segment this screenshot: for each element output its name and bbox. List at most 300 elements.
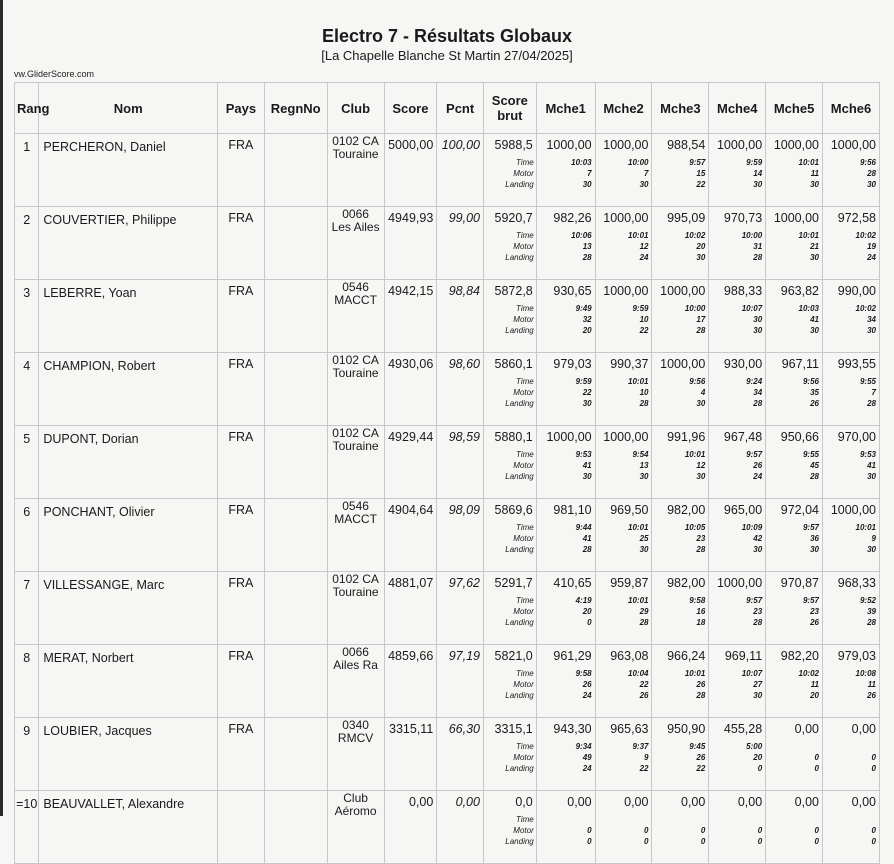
round-cell — [536, 426, 595, 499]
country-cell: FRA — [218, 572, 265, 645]
brut-value: 0,0 — [515, 795, 533, 809]
pilot-name: PERCHERON, Daniel — [39, 134, 218, 207]
club-name: Touraine — [332, 366, 379, 380]
round-time: 10:05 — [684, 523, 706, 532]
round-landing: 30 — [810, 253, 819, 262]
pcnt-cell: 100,00 — [437, 134, 484, 207]
round-cell — [823, 426, 880, 499]
round-cell — [595, 718, 652, 791]
round-score: 982,26 — [553, 211, 592, 225]
round-time: 10:01 — [684, 669, 706, 678]
round-score: 455,28 — [723, 722, 763, 736]
round-time: 9:44 — [575, 523, 592, 532]
regn-cell — [264, 426, 327, 499]
round-cell — [766, 134, 823, 207]
round-cell — [823, 791, 880, 864]
round-time: 9:59 — [575, 377, 592, 386]
brut-value: 5920,7 — [494, 211, 533, 225]
col-score: Score — [384, 83, 437, 134]
round-landing: 28 — [867, 618, 876, 627]
round-score: 1000,00 — [603, 138, 649, 152]
round-time: 10:01 — [628, 523, 649, 532]
round-motor: 0 — [814, 753, 819, 762]
regn-cell — [264, 134, 327, 207]
motor-label: Motor — [513, 534, 534, 543]
pcnt-cell: 98,59 — [437, 426, 484, 499]
brut-value: 5869,6 — [494, 503, 533, 517]
round-landing: 30 — [753, 691, 763, 700]
round-motor: 41 — [582, 534, 592, 543]
round-time: 9:59 — [632, 304, 649, 313]
round-score: 979,03 — [837, 649, 876, 663]
round-time: 10:03 — [798, 304, 819, 313]
brut-value: 5860,1 — [494, 357, 533, 371]
landing-label: Landing — [505, 399, 534, 408]
round-score: 0,00 — [794, 722, 819, 736]
pcnt-cell: 97,19 — [437, 645, 484, 718]
round-cell — [652, 426, 709, 499]
club-code: 0546 — [342, 280, 369, 294]
round-score: 991,96 — [667, 430, 706, 444]
page-title: Electro 7 - Résultats Globaux — [321, 26, 573, 46]
club-code: 0066 — [342, 645, 369, 659]
round-cell — [766, 645, 823, 718]
round-score: 988,33 — [723, 284, 763, 298]
round-landing: 30 — [639, 472, 649, 481]
round-landing: 0 — [871, 837, 876, 846]
round-score: 965,00 — [723, 503, 763, 517]
round-cell — [652, 280, 709, 353]
round-landing: 28 — [753, 399, 763, 408]
round-cell — [709, 572, 766, 645]
brut-cell — [483, 718, 536, 791]
motor-label: Motor — [513, 607, 534, 616]
round-score: 0,00 — [737, 795, 763, 809]
round-motor: 0 — [587, 826, 592, 835]
landing-label: Landing — [505, 253, 534, 262]
round-score: 950,66 — [780, 430, 819, 444]
round-motor: 0 — [814, 826, 819, 835]
round-cell — [823, 718, 880, 791]
round-motor: 19 — [867, 242, 876, 251]
round-landing: 0 — [587, 837, 592, 846]
site-url: vw.GliderScore.com — [14, 69, 95, 79]
round-score: 950,90 — [667, 722, 706, 736]
round-landing: 24 — [582, 691, 592, 700]
round-cell — [652, 134, 709, 207]
time-label: Time — [516, 231, 534, 240]
round-cell — [595, 280, 652, 353]
round-landing: 26 — [867, 691, 876, 700]
score-cell: 0,00 — [384, 791, 437, 864]
round-score: 943,30 — [553, 722, 592, 736]
club-cell — [327, 718, 384, 791]
round-cell — [536, 718, 595, 791]
club-name: MACCT — [334, 512, 377, 526]
round-motor: 30 — [753, 315, 763, 324]
score-cell: 4949,93 — [384, 207, 437, 280]
country-cell: FRA — [218, 426, 265, 499]
round-motor: 41 — [582, 461, 592, 470]
col-brut-line1: Score — [491, 93, 528, 108]
table-row — [15, 791, 880, 864]
round-cell — [823, 645, 880, 718]
round-cell — [709, 645, 766, 718]
round-cell — [709, 207, 766, 280]
pcnt-cell: 98,60 — [437, 353, 484, 426]
round-landing: 28 — [696, 691, 706, 700]
round-score: 988,54 — [667, 138, 706, 152]
round-score: 0,00 — [794, 795, 819, 809]
col-m5: Mche5 — [766, 83, 823, 134]
round-time: 10:02 — [855, 304, 876, 313]
pilot-name: CHAMPION, Robert — [39, 353, 218, 426]
round-score: 979,03 — [553, 357, 592, 371]
round-motor: 10 — [639, 315, 649, 324]
round-time — [823, 741, 879, 752]
club-name: Ailes Ra — [333, 658, 378, 672]
col-m1: Mche1 — [536, 83, 595, 134]
round-score: 1000,00 — [546, 430, 592, 444]
round-time: 9:53 — [575, 450, 592, 459]
pcnt-cell: 97,62 — [437, 572, 484, 645]
round-landing: 30 — [582, 399, 592, 408]
score-cell: 4929,44 — [384, 426, 437, 499]
round-cell — [766, 572, 823, 645]
round-landing: 0 — [644, 837, 649, 846]
rank-cell: 9 — [15, 718, 39, 791]
round-landing: 28 — [867, 399, 876, 408]
time-label: Time — [516, 523, 534, 532]
round-motor: 14 — [753, 169, 763, 178]
round-score: 1000,00 — [830, 138, 876, 152]
round-motor: 0 — [757, 826, 763, 835]
round-landing: 0 — [814, 837, 819, 846]
country-cell: FRA — [218, 645, 265, 718]
round-time: 4:19 — [575, 596, 592, 605]
round-time: 10:00 — [741, 231, 763, 240]
round-motor: 35 — [810, 388, 819, 397]
club-name: RMCV — [337, 731, 374, 745]
regn-cell — [264, 718, 327, 791]
round-score: 1000,00 — [660, 284, 706, 298]
round-score: 963,82 — [780, 284, 819, 298]
round-time: 10:00 — [684, 304, 706, 313]
round-score: 970,00 — [837, 430, 876, 444]
round-landing: 30 — [867, 326, 876, 335]
pilot-name: MERAT, Norbert — [39, 645, 218, 718]
round-time: 9:54 — [632, 450, 649, 459]
landing-label: Landing — [505, 764, 534, 773]
round-motor: 11 — [810, 680, 819, 689]
round-landing: 30 — [867, 545, 876, 554]
round-cell — [766, 207, 823, 280]
club-code: 0340 — [342, 718, 369, 732]
round-landing: 24 — [753, 472, 763, 481]
round-score: 990,37 — [610, 357, 649, 371]
rank-cell: =10 — [15, 791, 39, 864]
club-name: Les Ailes — [331, 220, 380, 234]
rank-cell: 4 — [15, 353, 39, 426]
round-motor: 7 — [871, 388, 876, 397]
round-motor: 28 — [867, 169, 876, 178]
col-pays: Pays — [218, 83, 265, 134]
col-m6: Mche6 — [823, 83, 880, 134]
pilot-name: BEAUVALLET, Alexandre — [39, 791, 218, 864]
round-score: 0,00 — [624, 795, 649, 809]
club-name: Touraine — [332, 585, 379, 599]
club-cell — [327, 353, 384, 426]
round-score: 969,50 — [610, 503, 649, 517]
motor-label: Motor — [513, 461, 534, 470]
pcnt-cell: 66,30 — [437, 718, 484, 791]
round-cell — [536, 353, 595, 426]
round-cell — [595, 207, 652, 280]
regn-cell — [264, 572, 327, 645]
regn-cell — [264, 645, 327, 718]
round-motor: 22 — [639, 680, 649, 689]
round-motor: 27 — [753, 680, 763, 689]
round-cell — [536, 791, 595, 864]
score-cell: 4930,06 — [384, 353, 437, 426]
round-landing: 30 — [810, 326, 819, 335]
round-motor: 45 — [810, 461, 819, 470]
round-cell — [709, 426, 766, 499]
round-cell — [595, 499, 652, 572]
brut-cell — [483, 499, 536, 572]
round-score: 0,00 — [851, 722, 876, 736]
round-score: 966,24 — [667, 649, 706, 663]
round-motor: 34 — [753, 388, 763, 397]
round-cell — [536, 499, 595, 572]
round-cell — [652, 791, 709, 864]
motor-label: Motor — [513, 826, 534, 835]
round-score: 1000,00 — [716, 576, 763, 590]
round-motor: 25 — [639, 534, 649, 543]
brut-cell — [483, 207, 536, 280]
pilot-name: LEBERRE, Yoan — [39, 280, 218, 353]
country-cell: FRA — [218, 280, 265, 353]
round-cell — [652, 499, 709, 572]
club-cell — [327, 207, 384, 280]
club-name: Touraine — [332, 439, 379, 453]
round-time: 10:02 — [855, 231, 876, 240]
motor-label: Motor — [513, 169, 534, 178]
motor-label: Motor — [513, 680, 534, 689]
round-landing: 30 — [639, 545, 649, 554]
brut-value: 5880,1 — [494, 430, 533, 444]
round-cell — [766, 426, 823, 499]
round-motor: 23 — [753, 607, 763, 616]
round-landing: 22 — [639, 326, 649, 335]
round-cell — [709, 499, 766, 572]
round-time: 9:55 — [802, 450, 819, 459]
round-cell — [595, 353, 652, 426]
round-score: 0,00 — [567, 795, 592, 809]
brut-cell — [483, 645, 536, 718]
round-cell — [652, 353, 709, 426]
round-motor: 41 — [867, 461, 876, 470]
round-landing: 22 — [696, 764, 706, 773]
round-motor: 13 — [639, 461, 649, 470]
time-label: Time — [516, 742, 534, 751]
round-score: 982,00 — [667, 576, 706, 590]
motor-label: Motor — [513, 315, 534, 324]
round-cell — [652, 572, 709, 645]
round-time: 10:06 — [571, 231, 592, 240]
round-time: 9:56 — [689, 377, 706, 386]
round-motor: 26 — [582, 680, 592, 689]
round-time: 10:01 — [798, 158, 819, 167]
table-row — [15, 207, 880, 280]
brut-cell — [483, 134, 536, 207]
round-landing: 24 — [867, 253, 876, 262]
round-landing: 0 — [871, 764, 876, 773]
round-score: 972,04 — [780, 503, 819, 517]
round-cell — [595, 645, 652, 718]
club-code: 0066 — [342, 207, 369, 221]
round-motor: 32 — [582, 315, 592, 324]
round-time: 5:00 — [746, 742, 763, 751]
country-cell — [218, 791, 265, 864]
col-brut-line2: brut — [497, 108, 523, 123]
round-score: 982,00 — [667, 503, 706, 517]
round-motor: 36 — [810, 534, 819, 543]
round-motor: 0 — [871, 753, 876, 762]
round-score: 961,29 — [553, 649, 592, 663]
round-cell — [766, 791, 823, 864]
round-landing: 20 — [582, 326, 592, 335]
round-cell — [709, 353, 766, 426]
round-motor: 4 — [700, 388, 706, 397]
round-landing: 30 — [867, 472, 876, 481]
score-cell: 4859,66 — [384, 645, 437, 718]
round-motor: 23 — [810, 607, 819, 616]
time-label: Time — [516, 815, 534, 824]
round-time: 10:01 — [798, 231, 819, 240]
round-score: 1000,00 — [773, 138, 819, 152]
rank-cell: 2 — [15, 207, 39, 280]
round-score: 930,00 — [723, 357, 763, 371]
results-table — [14, 82, 880, 864]
round-time: 9:59 — [746, 158, 763, 167]
round-landing: 30 — [810, 180, 819, 189]
brut-value: 5872,8 — [494, 284, 533, 298]
round-time: 9:34 — [575, 742, 592, 751]
round-time: 10:09 — [741, 523, 763, 532]
table-row — [15, 134, 880, 207]
table-row — [15, 426, 880, 499]
round-score: 1000,00 — [830, 503, 876, 517]
page-subtitle: [La Chapelle Blanche St Martin 27/04/2025] — [321, 48, 573, 63]
round-landing: 20 — [810, 691, 819, 700]
round-landing: 22 — [639, 764, 649, 773]
round-score: 972,58 — [837, 211, 876, 225]
landing-label: Landing — [505, 472, 534, 481]
time-label: Time — [516, 377, 534, 386]
brut-cell — [483, 353, 536, 426]
round-score: 1000,00 — [773, 211, 819, 225]
brut-cell — [483, 280, 536, 353]
round-landing: 28 — [753, 253, 763, 262]
motor-label: Motor — [513, 753, 534, 762]
regn-cell — [264, 791, 327, 864]
round-motor: 26 — [696, 680, 706, 689]
brut-value: 3315,1 — [494, 722, 533, 736]
round-cell — [766, 499, 823, 572]
round-motor: 11 — [810, 169, 819, 178]
round-landing: 30 — [696, 399, 706, 408]
round-landing: 30 — [753, 326, 763, 335]
score-cell: 5000,00 — [384, 134, 437, 207]
round-score: 981,10 — [553, 503, 592, 517]
round-motor: 39 — [867, 607, 876, 616]
round-time: 9:55 — [859, 377, 876, 386]
club-cell — [327, 280, 384, 353]
landing-label: Landing — [505, 837, 534, 846]
round-motor: 11 — [867, 680, 876, 689]
round-cell — [709, 718, 766, 791]
round-motor: 29 — [639, 607, 649, 616]
round-cell — [595, 791, 652, 864]
round-landing: 24 — [639, 253, 649, 262]
regn-cell — [264, 499, 327, 572]
round-cell — [536, 134, 595, 207]
round-cell — [766, 353, 823, 426]
round-cell — [536, 645, 595, 718]
rank-cell: 1 — [15, 134, 39, 207]
round-cell — [595, 572, 652, 645]
landing-label: Landing — [505, 326, 534, 335]
round-landing: 30 — [582, 472, 592, 481]
country-cell: FRA — [218, 499, 265, 572]
table-row — [15, 353, 880, 426]
col-nom: Nom — [39, 83, 218, 134]
club-name: Aéromo — [334, 804, 377, 818]
club-cell — [327, 645, 384, 718]
round-time: 9:58 — [575, 669, 592, 678]
round-motor: 10 — [639, 388, 649, 397]
time-label: Time — [516, 596, 534, 605]
club-name: Touraine — [332, 147, 379, 161]
round-landing: 28 — [582, 545, 592, 554]
round-landing: 28 — [639, 618, 649, 627]
round-motor: 7 — [644, 169, 649, 178]
round-motor: 17 — [696, 315, 706, 324]
time-label: Time — [516, 450, 534, 459]
round-score: 1000,00 — [716, 138, 763, 152]
round-score: 990,00 — [837, 284, 876, 298]
round-time: 9:56 — [859, 158, 876, 167]
brut-cell — [483, 791, 536, 864]
round-landing: 30 — [810, 545, 819, 554]
round-landing: 26 — [810, 618, 819, 627]
round-time: 9:58 — [689, 596, 706, 605]
score-cell: 4881,07 — [384, 572, 437, 645]
landing-label: Landing — [505, 618, 534, 627]
club-code: 0102 CA — [332, 426, 379, 440]
round-score: 1000,00 — [603, 211, 649, 225]
round-landing: 30 — [639, 180, 649, 189]
pilot-name: COUVERTIER, Philippe — [39, 207, 218, 280]
round-time: 10:07 — [741, 304, 763, 313]
round-time: 9:57 — [802, 523, 819, 532]
table-row — [15, 645, 880, 718]
round-score: 1000,00 — [546, 138, 592, 152]
round-cell — [536, 207, 595, 280]
round-score: 968,33 — [837, 576, 876, 590]
round-motor: 41 — [810, 315, 819, 324]
